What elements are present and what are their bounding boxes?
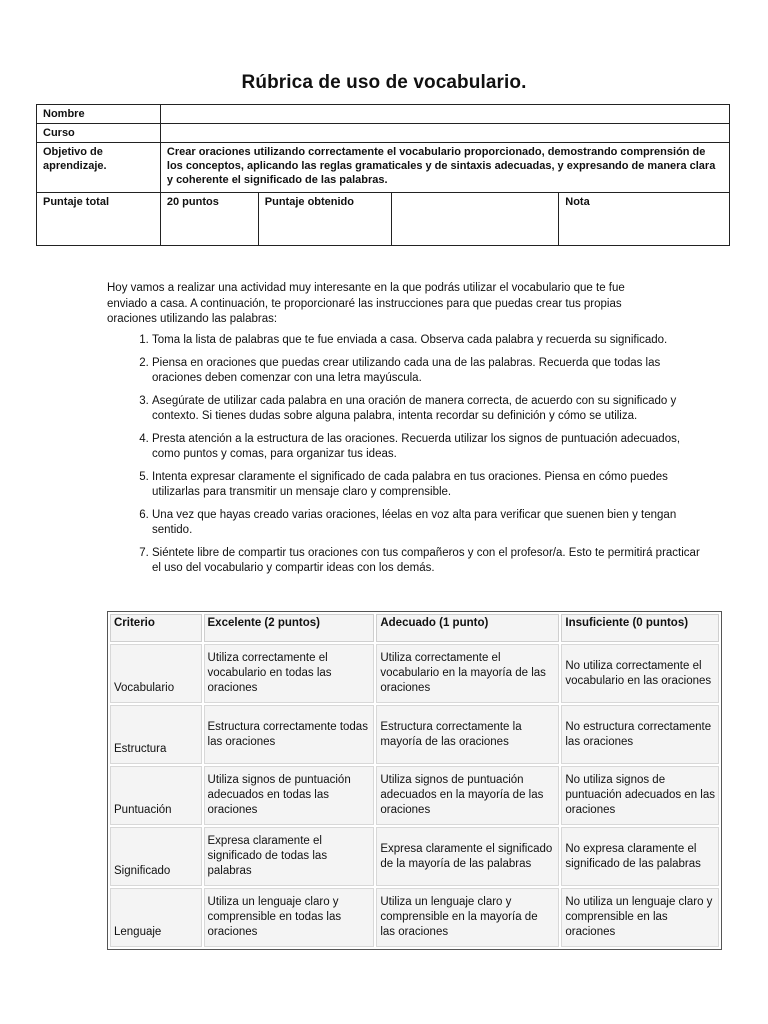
- criterio-cell: Estructura: [110, 705, 202, 764]
- table-row: [110, 888, 719, 947]
- objetivo-text: Crear oraciones utilizando correctamente el vocabulario proporcionado, demostrando comprensión de los conceptos, aplicando las reglas gramaticales y de sintaxis adecuadas, y expresando de manera clara y coherente el significado de las palabras.: [160, 143, 729, 193]
- excelente-cell: Utiliza un lenguaje claro y comprensible en todas las oraciones: [204, 888, 375, 947]
- criterio-cell: Lenguaje: [110, 888, 202, 947]
- page-title: Rúbrica de uso de vocabulario.: [241, 72, 527, 93]
- excelente-cell: Estructura correctamente todas las oraciones: [204, 705, 375, 764]
- adecuado-cell: Utiliza correctamente el vocabulario en la mayoría de las oraciones: [376, 644, 559, 703]
- header-adecuado: Adecuado (1 punto): [376, 614, 559, 642]
- puntaje-obtenido-field[interactable]: [391, 193, 559, 246]
- header-criterio: Criterio: [110, 614, 202, 642]
- table-row: [110, 705, 719, 764]
- table-row: [110, 827, 719, 886]
- info-row-nombre: [37, 105, 730, 124]
- rubric-table: [107, 611, 722, 950]
- puntaje-total-value: 20 puntos: [160, 193, 258, 246]
- nombre-field[interactable]: [160, 105, 729, 124]
- list-item: 4. Presta atención a la estructura de las oraciones. Recuerda utilizar los signos de puntuación adecuados, como puntos y comas, para organizar tus ideas.: [152, 432, 700, 463]
- nota-label: Nota: [559, 193, 730, 246]
- criterio-cell: Puntuación: [110, 766, 202, 825]
- puntaje-total-label: Puntaje total: [37, 193, 161, 246]
- list-item: 7. Siéntete libre de compartir tus oraciones con tus compañeros y con el profesor/a. Esto te permitirá practicar el uso del vocabulario y compartir ideas con los demás.: [152, 546, 700, 577]
- list-item: 3. Asegúrate de utilizar cada palabra en una oración de manera correcta, de acuerdo con su significado y contexto. Si tienes dudas sobre alguna palabra, intenta recordar su definición y cómo se utiliza.: [152, 394, 700, 425]
- insuficiente-cell: No utiliza un lenguaje claro y comprensible en las oraciones: [561, 888, 719, 947]
- curso-field[interactable]: [160, 124, 729, 143]
- info-table: [36, 104, 730, 246]
- insuficiente-cell: No utiliza correctamente el vocabulario en las oraciones: [561, 644, 719, 703]
- info-row-curso: [37, 124, 730, 143]
- table-row: [110, 766, 719, 825]
- objetivo-label: Objetivo de aprendizaje.: [37, 143, 161, 193]
- rubric-header-row: [110, 614, 719, 642]
- header-insuficiente: Insuficiente (0 puntos): [561, 614, 719, 642]
- excelente-cell: Utiliza signos de puntuación adecuados en todas las oraciones: [204, 766, 375, 825]
- list-item: 6. Una vez que hayas creado varias oraciones, léelas en voz alta para verificar que suenen bien y tengan sentido.: [152, 508, 700, 539]
- info-row-objetivo: [37, 143, 730, 193]
- adecuado-cell: Utiliza signos de puntuación adecuados en la mayoría de las oraciones: [376, 766, 559, 825]
- excelente-cell: Utiliza correctamente el vocabulario en todas las oraciones: [204, 644, 375, 703]
- criterio-cell: Significado: [110, 827, 202, 886]
- table-row: [110, 644, 719, 703]
- insuficiente-cell: No expresa claramente el significado de las palabras: [561, 827, 719, 886]
- info-row-puntaje: [37, 193, 730, 246]
- list-item: 2. Piensa en oraciones que puedas crear utilizando cada una de las palabras. Recuerda que todas las oraciones deben comenzar con una letra mayúscula.: [152, 356, 700, 387]
- header-excelente: Excelente (2 puntos): [204, 614, 375, 642]
- intro-paragraph: Hoy vamos a realizar una actividad muy interesante en la que podrás utilizar el vocabulario que te fue enviado a casa. A continuación, te proporcionaré las instrucciones para que puedas crear tus propias oraciones utilizando las palabras:: [107, 282, 625, 325]
- curso-label: Curso: [37, 124, 161, 143]
- excelente-cell: Expresa claramente el significado de todas las palabras: [204, 827, 375, 886]
- criterio-cell: Vocabulario: [110, 644, 202, 703]
- adecuado-cell: Expresa claramente el significado de la mayoría de las palabras: [376, 827, 559, 886]
- instructions-list: [107, 333, 700, 584]
- insuficiente-cell: No estructura correctamente las oraciones: [561, 705, 719, 764]
- adecuado-cell: Estructura correctamente la mayoría de las oraciones: [376, 705, 559, 764]
- nombre-label: Nombre: [37, 105, 161, 124]
- puntaje-obtenido-label: Puntaje obtenido: [258, 193, 391, 246]
- adecuado-cell: Utiliza un lenguaje claro y comprensible en la mayoría de las oraciones: [376, 888, 559, 947]
- insuficiente-cell: No utiliza signos de puntuación adecuados en las oraciones: [561, 766, 719, 825]
- list-item: 1. Toma la lista de palabras que te fue enviada a casa. Observa cada palabra y recuerda su significado.: [152, 333, 700, 349]
- list-item: 5. Intenta expresar claramente el significado de cada palabra en tus oraciones. Piensa en cómo puedes utilizarlas para transmitir un mensaje claro y comprensible.: [152, 470, 700, 501]
